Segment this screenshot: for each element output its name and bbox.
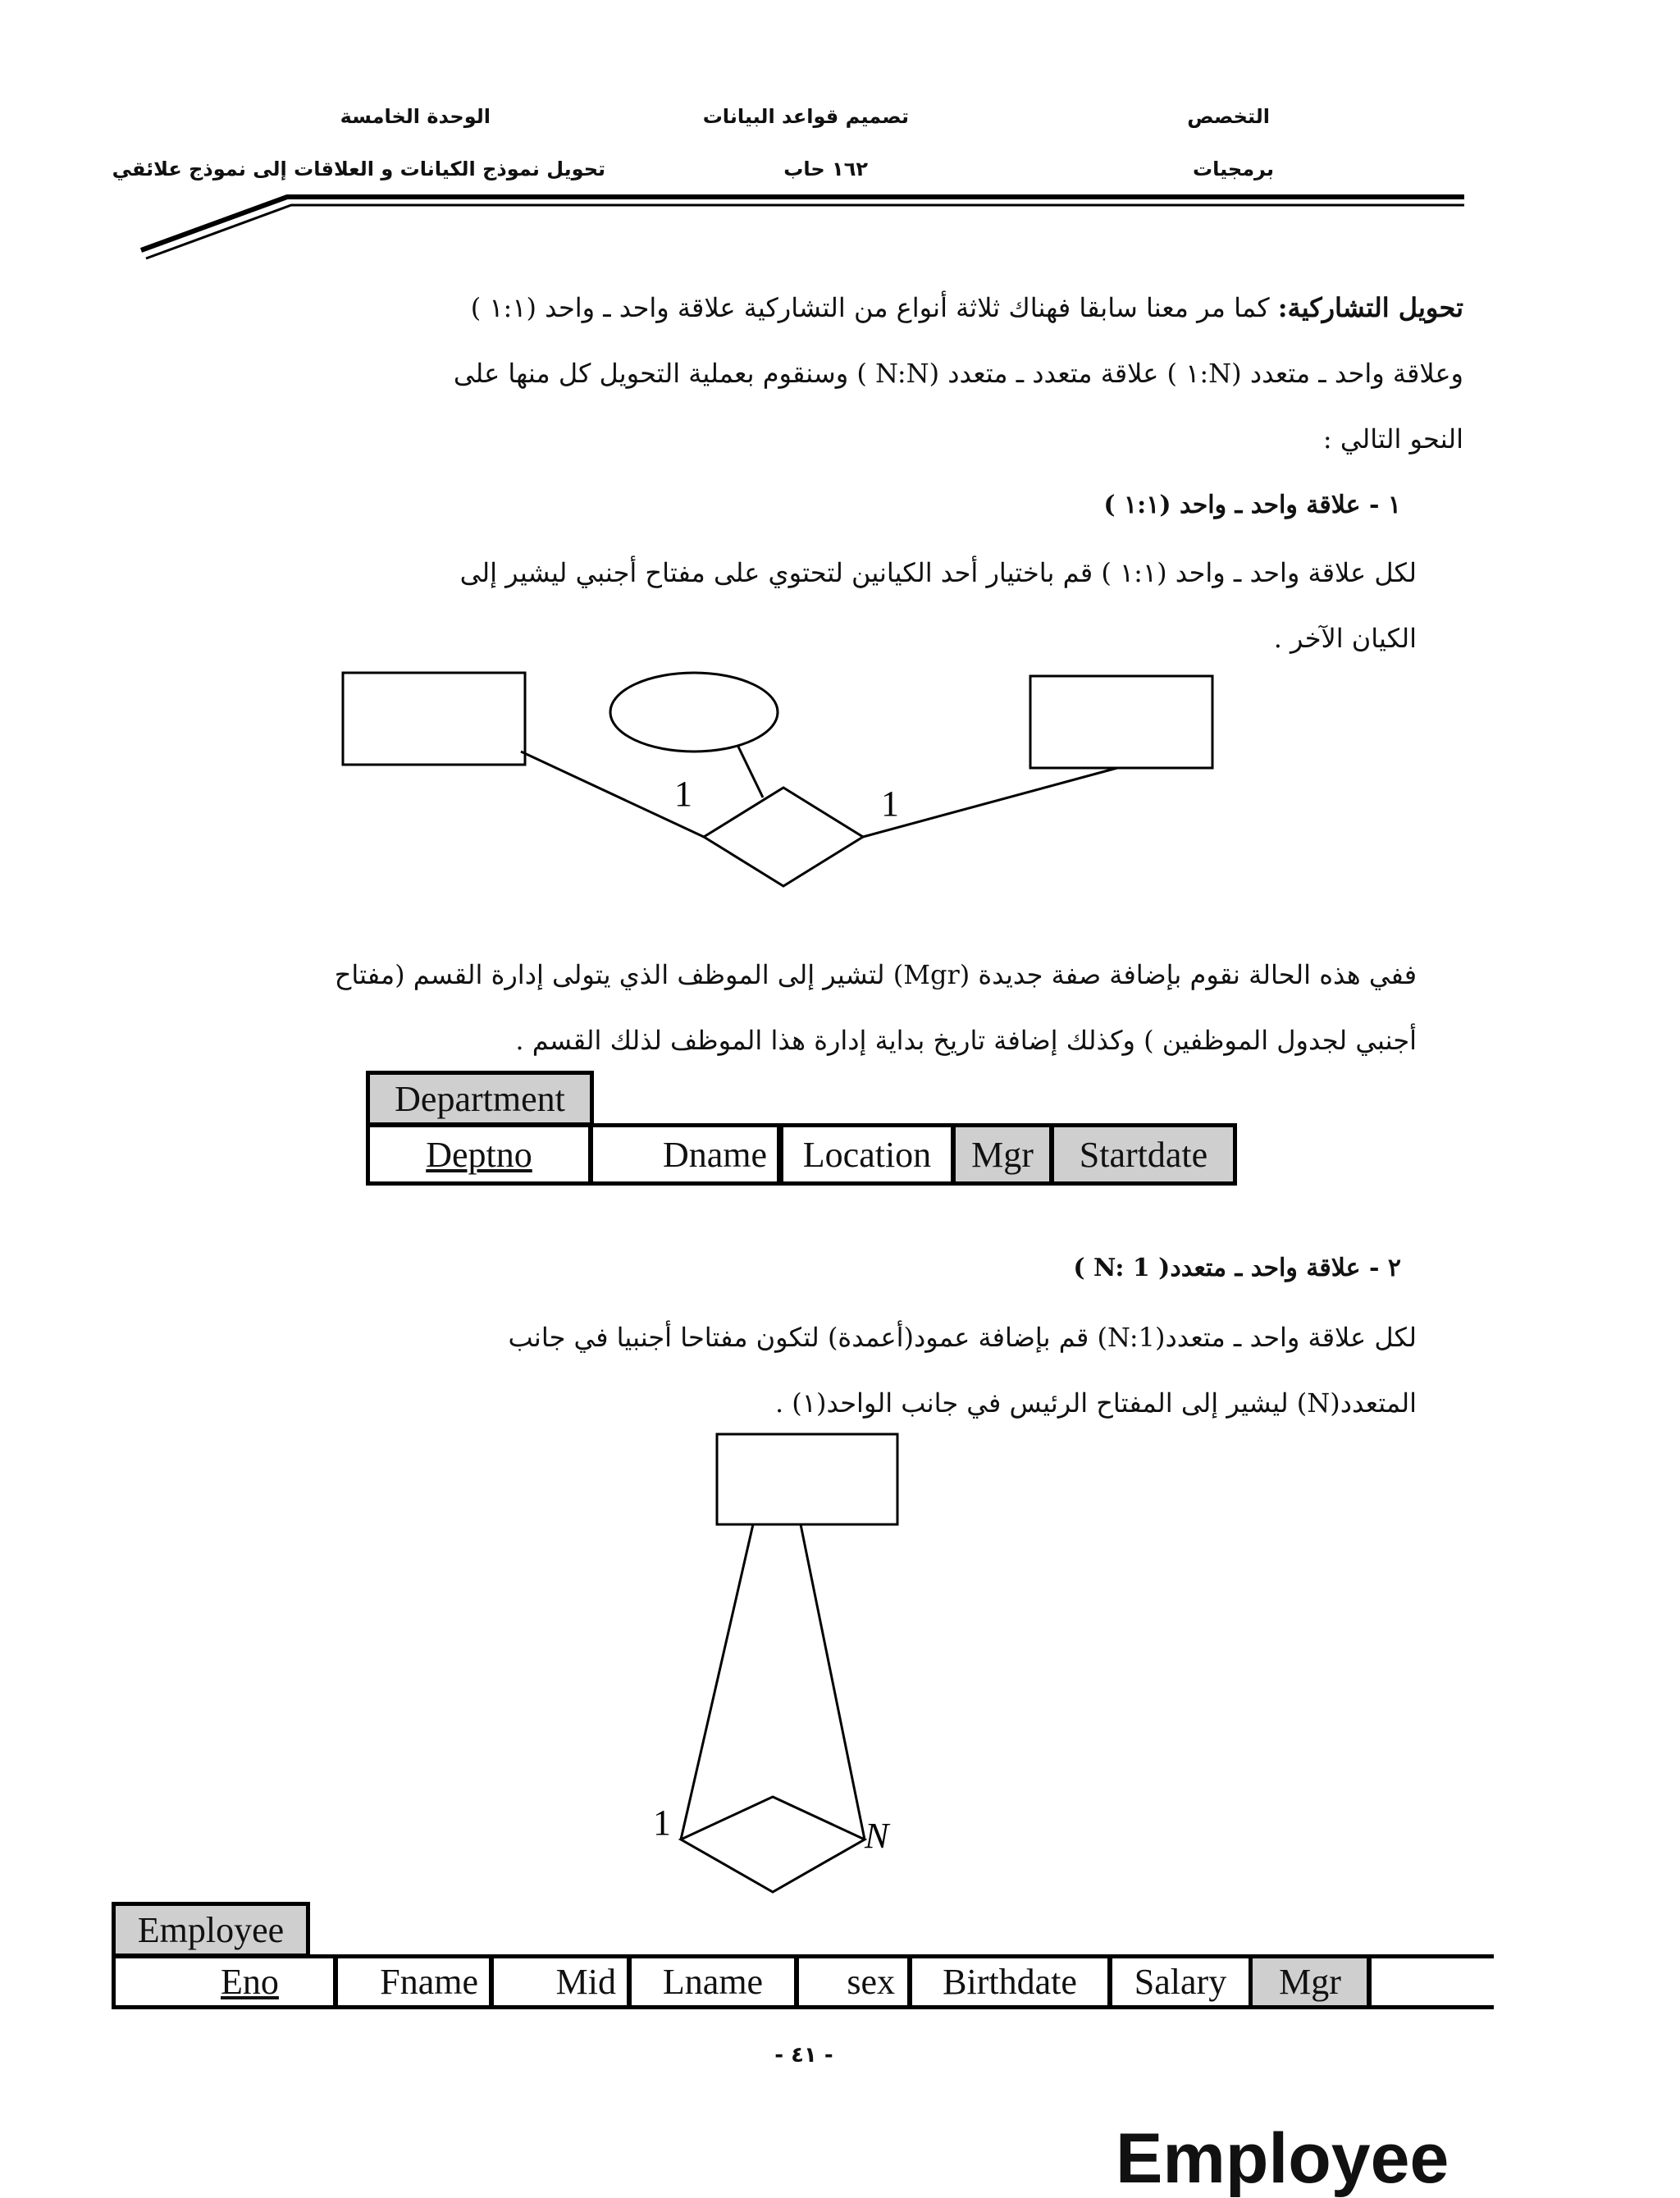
cardinality-many: N bbox=[865, 1816, 889, 1856]
department-column-location: Location bbox=[779, 1123, 955, 1186]
section1-heading: ١ - علاقة واحد ـ واحد (١:١ ) bbox=[1103, 491, 1401, 519]
intro-line-1: تحويل التشاركية: كما مر معنا سابقا فهناك ثلاثة أنواع من التشاركية علاقة واحد ـ واحد (١:١ ) bbox=[470, 292, 1463, 323]
department-table-name: Department bbox=[366, 1071, 594, 1126]
section2-line-1: لكل علاقة واحد ـ متعدد(N:1) قم بإضافة عمود(أعمدة) لتكون مفتاحا أجنبيا في جانب bbox=[508, 1322, 1417, 1353]
department-column-startdate: Startdate bbox=[1050, 1123, 1237, 1186]
cardinality-right: 1 bbox=[881, 784, 899, 824]
employee-column-lname: Lname bbox=[627, 1954, 799, 2009]
entity-top-box bbox=[717, 1434, 897, 1524]
employee-column-birthdate: Birthdate bbox=[907, 1954, 1112, 2009]
intro-line-2: وعلاقة واحد ـ متعدد (N:١ ) علاقة متعدد ـ متعدد (N:N ) وسنقوم بعملية التحويل كل منها على bbox=[453, 358, 1463, 389]
department-column-mgr: Mgr bbox=[952, 1123, 1053, 1186]
relationship-diamond-2 bbox=[681, 1797, 865, 1892]
connector-many-side bbox=[801, 1524, 865, 1839]
overflow-employee-heading: Employee bbox=[1116, 2119, 1449, 2198]
employee-column-empty bbox=[1367, 1954, 1494, 2009]
header-unit-subtitle: تحويل نموذج الكيانات و العلاقات إلى نموذج علائقي bbox=[112, 158, 605, 181]
header-course-code: ١٦٢ حاب bbox=[783, 158, 868, 181]
cardinality-left: 1 bbox=[674, 774, 692, 814]
section1-line-1: لكل علاقة واحد ـ واحد (١:١ ) قم باختيار أحد الكيانين لتحتوي على مفتاح أجنبي ليشير إلى bbox=[459, 557, 1417, 588]
section1-desc-line-1: ففي هذه الحالة نقوم بإضافة صفة جديدة (Mgr) لتشير إلى الموظف الذي يتولى إدارة القسم (مفتاح bbox=[334, 959, 1417, 990]
employee-column-mgr: Mgr bbox=[1249, 1954, 1372, 2009]
employee-table-name: Employee bbox=[112, 1902, 310, 1958]
employee-column-sex: sex bbox=[794, 1954, 912, 2009]
section1-line-2: الكيان الآخر . bbox=[1273, 623, 1417, 654]
intro-line-3: النحو التالي : bbox=[1322, 423, 1463, 455]
employee-column-salary: Salary bbox=[1107, 1954, 1253, 2009]
header-major-value: برمجيات bbox=[1192, 158, 1274, 181]
header-unit-title: الوحدة الخامسة bbox=[340, 105, 491, 128]
employee-column-eno: Eno bbox=[112, 1954, 338, 2009]
header-course-title: تصميم قواعد البيانات bbox=[702, 105, 909, 128]
connector-one-side bbox=[681, 1524, 753, 1839]
department-column-dname: Dname bbox=[589, 1123, 781, 1186]
cardinality-one: 1 bbox=[653, 1803, 671, 1843]
section1-desc-line-2: أجنبي لجدول الموظفين ) وكذلك إضافة تاريخ بداية إدارة هذا الموظف لذلك القسم . bbox=[515, 1025, 1417, 1056]
intro-lead: تحويل التشاركية: bbox=[1277, 292, 1463, 323]
section2-line-2: المتعدد(N) ليشير إلى المفتاح الرئيس في جانب الواحد(١) . bbox=[774, 1387, 1417, 1419]
employee-column-fname: Fname bbox=[333, 1954, 494, 2009]
section2-heading: ٢ - علاقة واحد ـ متعدد( N: 1 ) bbox=[1073, 1254, 1401, 1282]
page-number: - ٤١ - bbox=[774, 2043, 833, 2068]
employee-column-mid: Mid bbox=[489, 1954, 632, 2009]
header-major-label: التخصص bbox=[1187, 105, 1270, 128]
department-column-deptno: Deptno bbox=[366, 1123, 592, 1186]
